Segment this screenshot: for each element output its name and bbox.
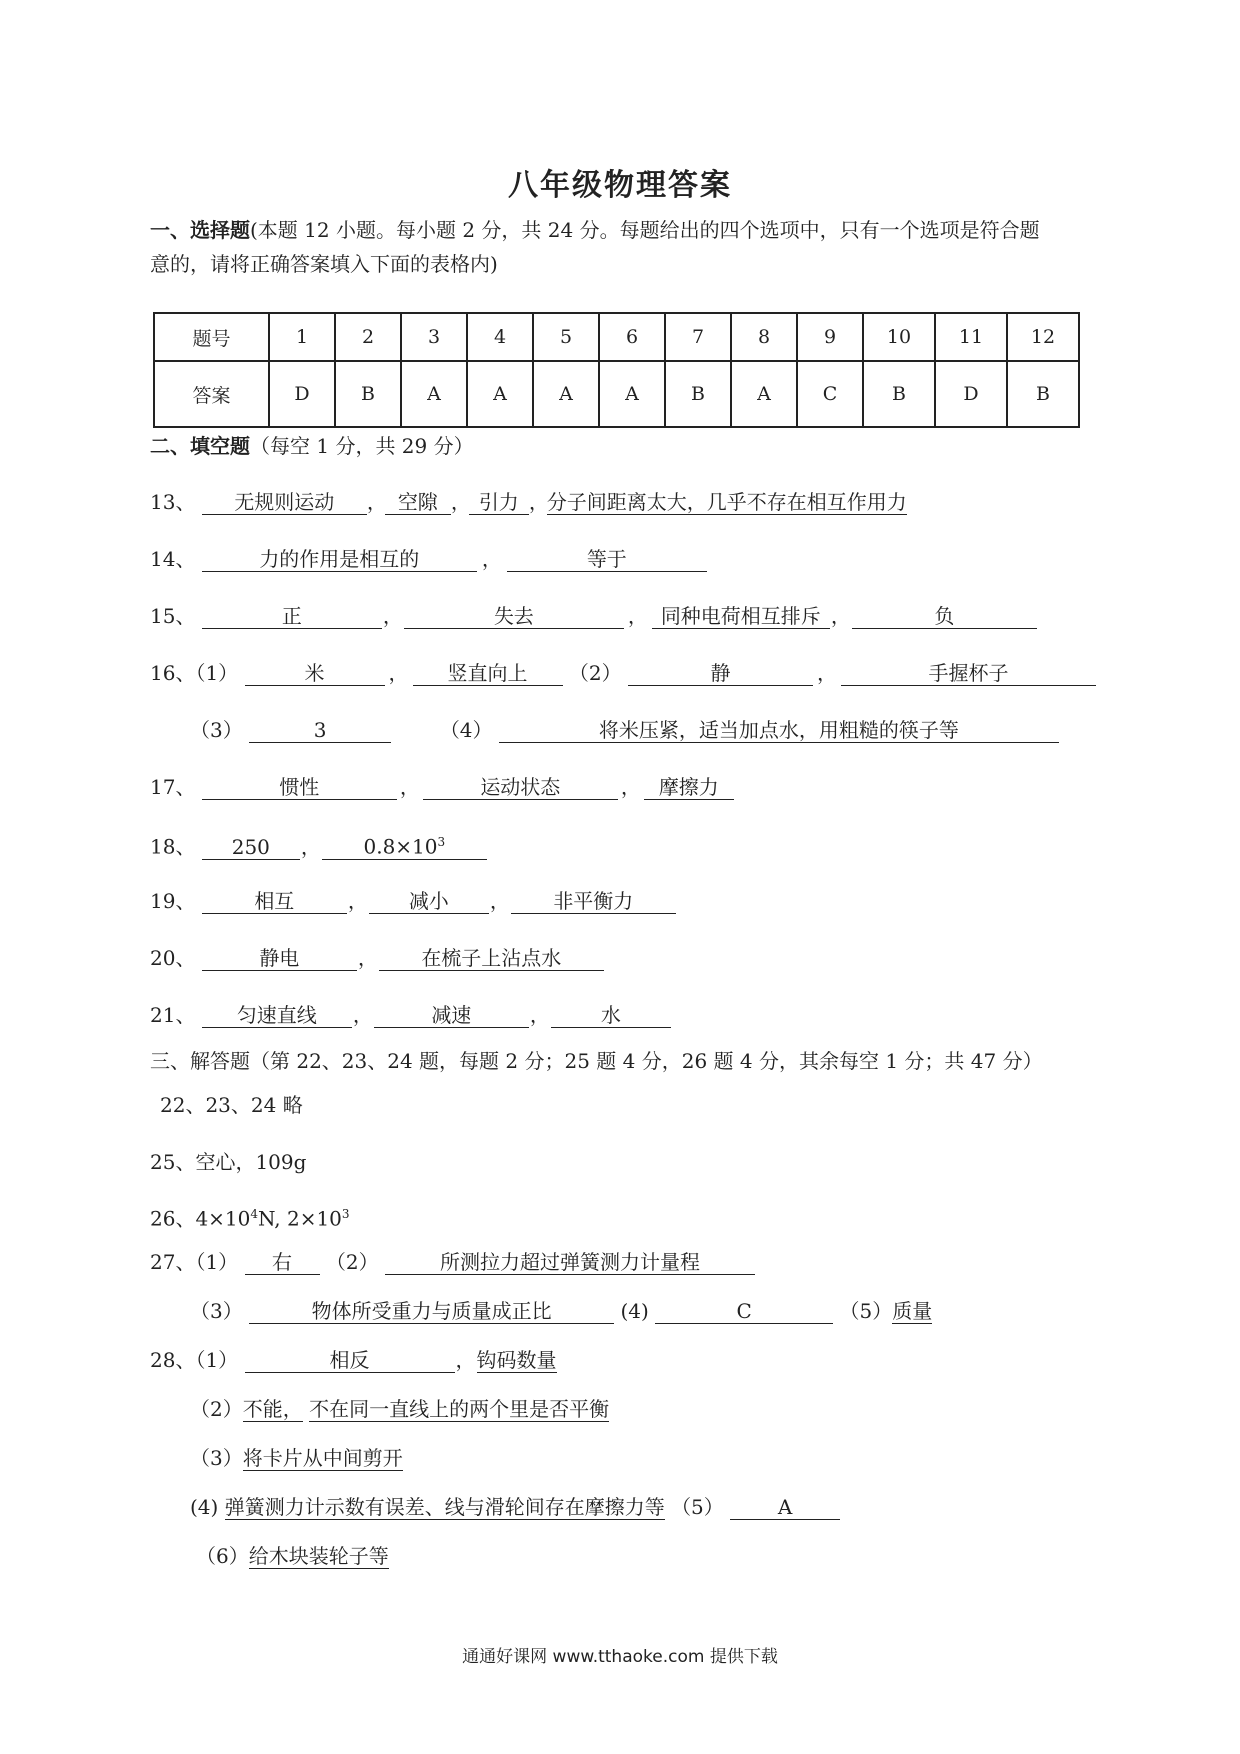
answer-blank: 减速 — [374, 1003, 529, 1028]
section1-desc2: 意的，请将正确答案填入下面的表格内) — [150, 252, 498, 276]
answer-blank: 匀速直线 — [202, 1003, 352, 1028]
page-title: 八年级物理答案 — [508, 168, 732, 203]
answer-text: 0.8×10 — [363, 834, 438, 859]
answer-blank: 水 — [551, 1003, 671, 1028]
question-13: 13、 无规则运动 ， 空隙 ， 引力 ，分子间距离太大，几乎不存在相互作用力 — [150, 490, 907, 514]
answer-blank: 将米压紧，适当加点水，用粗糙的筷子等 — [499, 718, 1059, 743]
table-cell: 6 — [599, 313, 665, 361]
question-16-cont — [190, 716, 1059, 744]
sub-label: （1） — [195, 661, 239, 685]
question-number: 21、 — [150, 1003, 196, 1027]
question-17: 17、 惯性 ， 运动状态 ， 摩擦力 — [150, 773, 734, 801]
table-cell: 12 — [1007, 313, 1079, 361]
exponent: 4 — [250, 1207, 259, 1221]
table-cell: 1 — [269, 313, 335, 361]
answer-blank: 运动状态 — [423, 775, 618, 800]
question-28-4 — [190, 1493, 840, 1521]
question-number: 27、 — [150, 1250, 196, 1274]
section2-line — [150, 432, 474, 460]
question-number: 20、 — [150, 946, 196, 970]
sub-label: （1） — [195, 1250, 239, 1274]
table-cell: 9 — [797, 313, 863, 361]
table-cell: A — [533, 361, 599, 427]
answer-blank: 失去 — [404, 604, 624, 629]
table-cell: A — [599, 361, 665, 427]
sub-label: （5） — [671, 1495, 724, 1519]
question-19: 19、 相互 ， 减小 ， 非平衡力 — [150, 887, 676, 915]
answer-blank: 质量 — [892, 1299, 933, 1323]
table-row-answers — [154, 361, 1079, 427]
section1-desc1: (本题 12 小题。每小题 2 分，共 24 分。每题给出的四个选项中，只有一个选项是符合题 — [250, 218, 1040, 242]
question-28: 28、（1） 相反 ，钩码数量 — [150, 1348, 557, 1372]
table-cell: 7 — [665, 313, 731, 361]
table-cell: C — [797, 361, 863, 427]
question-28-3 — [190, 1444, 403, 1472]
question-25: 25、空心，109g — [150, 1150, 307, 1174]
answer-blank: 等于 — [507, 547, 707, 572]
answer-blank: 钩码数量 — [476, 1348, 557, 1372]
table-cell: A — [731, 361, 797, 427]
table-header-number: 题号 — [154, 313, 269, 361]
section2-heading: 二、填空题 — [150, 434, 250, 458]
table-cell: 4 — [467, 313, 533, 361]
answer-blank: 静 — [628, 661, 813, 686]
question-number: 15、 — [150, 604, 196, 628]
question-15: 15、 正 ， 失去 ， 同种电荷相互排斥 ， 负 — [150, 602, 1037, 630]
sub-label: （3） — [190, 1299, 243, 1323]
answer-blank: 右 — [245, 1250, 320, 1275]
answer-blank: 非平衡力 — [511, 889, 676, 914]
question-number: 17、 — [150, 775, 196, 799]
answer-blank: 分子间距离太大，几乎不存在相互作用力 — [546, 490, 907, 514]
sub-label: （2） — [190, 1397, 243, 1421]
answer-text: 4×10 — [195, 1206, 251, 1231]
answer-blank: 米 — [245, 661, 385, 686]
table-cell: B — [1007, 361, 1079, 427]
answer-blank: 手握杯子 — [841, 661, 1096, 686]
sub-label: （3） — [190, 1446, 243, 1470]
question-number: 13、 — [150, 490, 196, 514]
answer-text: N, 2×10 — [258, 1206, 342, 1231]
answer-blank: 250 — [202, 835, 300, 860]
answer-blank: 无规则运动 — [202, 490, 367, 515]
answer-blank: 3 — [249, 718, 391, 743]
answer-blank: 空隙 — [385, 490, 451, 515]
table-cell: 10 — [863, 313, 935, 361]
answer-blank: 相互 — [202, 889, 347, 914]
table-cell: B — [665, 361, 731, 427]
table-cell: 11 — [935, 313, 1007, 361]
answer-blank: 不在同一直线上的两个里是否平衡 — [309, 1397, 610, 1421]
answer-blank: 引力 — [469, 490, 529, 515]
table-cell: A — [401, 361, 467, 427]
question-number: 14、 — [150, 547, 196, 571]
answer-blank: C — [655, 1299, 833, 1324]
table-cell: B — [863, 361, 935, 427]
answer-blank: 不能， — [242, 1397, 303, 1421]
answer-blank: 将卡片从中间剪开 — [242, 1446, 403, 1470]
question-number: 28、 — [150, 1348, 196, 1372]
table-cell: B — [335, 361, 401, 427]
sub-label: （3） — [190, 718, 243, 742]
answer-blank: 相反 — [245, 1348, 455, 1373]
table-cell: 3 — [401, 313, 467, 361]
answer-blank: 同种电荷相互排斥 — [652, 604, 830, 629]
table-cell: 8 — [731, 313, 797, 361]
question-27-cont — [190, 1297, 932, 1325]
question-28-2 — [190, 1395, 609, 1423]
question-14: 14、 力的作用是相互的 ， 等于 — [150, 545, 707, 573]
answer-blank: 正 — [202, 604, 382, 629]
question-21: 21、 匀速直线 ， 减速 ， 水 — [150, 1001, 671, 1029]
answer-table — [153, 312, 1080, 428]
answer-blank: 弹簧测力计示数有误差、线与滑轮间存在摩擦力等 — [224, 1495, 665, 1519]
question-27 — [150, 1248, 755, 1276]
sub-label: (4) — [190, 1495, 219, 1519]
exponent: 3 — [437, 835, 446, 849]
answer-blank: 静电 — [202, 946, 357, 971]
table-cell: D — [935, 361, 1007, 427]
question-18: 18、 250 ， $0.8\times 10^3$ — [150, 830, 487, 861]
answer-blank: 减小 — [369, 889, 489, 914]
question-26 — [150, 1200, 350, 1233]
section2-desc: （每空 1 分，共 29 分） — [250, 434, 474, 458]
answer-blank: 所测拉力超过弹簧测力计量程 — [385, 1250, 755, 1275]
answer-blank: 给木块装轮子等 — [248, 1544, 389, 1568]
answer-blank: 负 — [852, 604, 1037, 629]
answer-blank: 物体所受重力与质量成正比 — [249, 1299, 614, 1324]
sub-label: （2） — [568, 661, 622, 685]
question-20: 20、 静电 ， 在梳子上沾点水 — [150, 944, 604, 972]
question-number: 19、 — [150, 889, 196, 913]
question-number: 18、 — [150, 834, 196, 859]
answer-blank: 力的作用是相互的 — [202, 547, 477, 572]
table-cell: 2 — [335, 313, 401, 361]
answer-blank — [322, 830, 487, 860]
answer-blank: 惯性 — [202, 775, 397, 800]
sub-label: （6） — [196, 1544, 249, 1568]
sub-label: （4） — [439, 718, 493, 742]
table-cell: A — [467, 361, 533, 427]
exponent: 3 — [341, 1207, 350, 1221]
answer-blank: 摩擦力 — [644, 775, 734, 800]
question-28-6 — [196, 1542, 389, 1570]
question-number: 26、 — [150, 1206, 196, 1231]
table-cell: 5 — [533, 313, 599, 361]
sub-label: (4) — [620, 1299, 649, 1323]
question-16: 16、（1） 米 ， 竖直向上 （2） 静 ， 手握杯子 — [150, 659, 1096, 687]
footer-source: 通通好课网 www.tthaoke.com 提供下载 — [462, 1647, 778, 1667]
sub-label: （2） — [325, 1250, 379, 1274]
section3-heading: 三、解答题（第 22、23、24 题，每题 2 分；25 题 4 分，26 题 4 分，其余每空 1 分；共 47 分） — [150, 1049, 1043, 1073]
sub-label: （5） — [839, 1299, 893, 1323]
table-row-numbers — [154, 313, 1079, 361]
answer-blank: 竖直向上 — [413, 661, 563, 686]
table-header-answer: 答案 — [154, 361, 269, 427]
sub-label: （1） — [195, 1348, 239, 1372]
section1-line1 — [150, 216, 1040, 244]
section1-heading: 一、选择题 — [150, 218, 250, 242]
answer-blank: 在梳子上沾点水 — [379, 946, 604, 971]
question-22-24: 22、23、24 略 — [160, 1093, 303, 1117]
answer-blank: A — [730, 1495, 840, 1520]
question-number: 16、 — [150, 661, 196, 685]
table-cell: D — [269, 361, 335, 427]
